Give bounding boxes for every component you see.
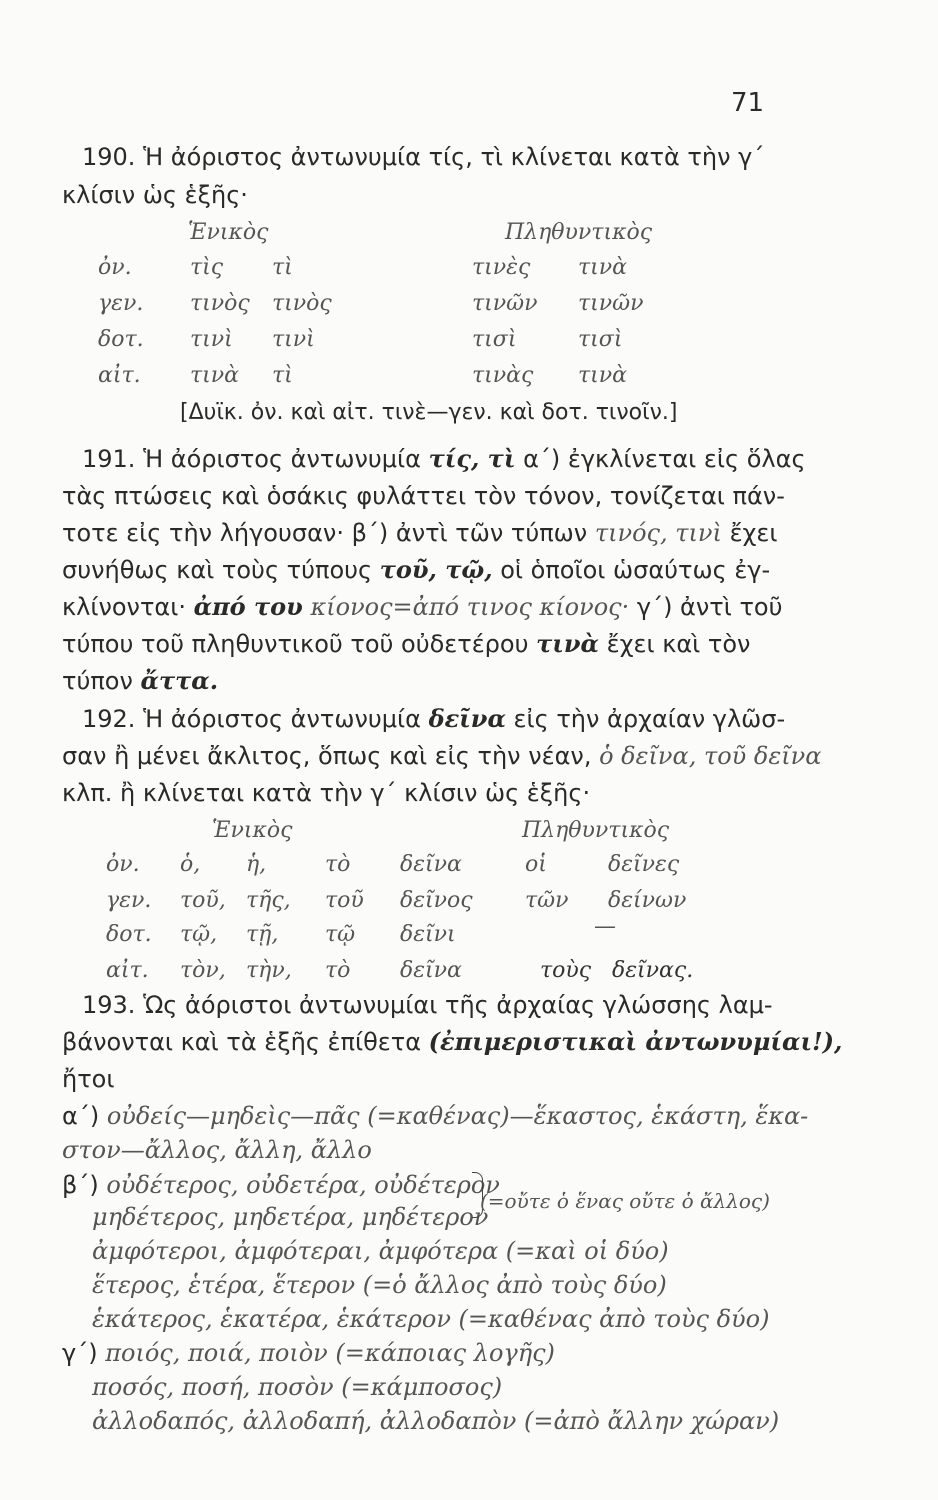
table-cell: τινὰ	[578, 255, 628, 280]
table-cell: τὶς	[190, 255, 224, 280]
s193-item-b-2: μηδέτερος, μηδετέρα, μηδέτερον	[92, 1203, 489, 1231]
s191-line-6: τύπου τοῦ πληθυντικοῦ τοῦ οὐδετέρου τινὰ ἔχει καὶ τὸν	[62, 629, 751, 658]
table-cell: δοτ.	[106, 922, 152, 947]
table-cell: τὸ	[325, 958, 351, 983]
table-cell: τινῶν	[578, 291, 644, 316]
table-cell: —	[594, 914, 616, 939]
table-cell: τοῦ	[325, 888, 364, 913]
table-cell: δοτ.	[98, 327, 144, 352]
table-cell: ὀν.	[106, 852, 140, 877]
table-cell: τισὶ	[578, 327, 623, 352]
s193-line-1: 193. Ὡς ἀόριστοι ἀντωνυμίαι τῆς ἀρχαίας γλώσσης λαμ-	[82, 991, 773, 1019]
s192-head-singular: Ἑνικὸς	[212, 818, 293, 843]
list-item: ἀλλοδαπός, ἀλλοδαπή, ἀλλοδαπὸν (=ἀπὸ ἄλλην χώραν)	[92, 1407, 780, 1435]
s191-line-2: τὰς πτώσεις καὶ ὁσάκις φυλάττει τὸν τόνον, τονίζεται πάν-	[62, 482, 785, 510]
table-cell: τινὰ	[190, 363, 240, 388]
table-cell: αἰτ.	[98, 363, 141, 388]
table-cell: αἰτ.	[106, 958, 149, 983]
s191-line-3: τοτε εἰς τὴν λήγουσαν· β´) ἀντὶ τῶν τύπων τινός, τινὶ ἔχει	[62, 519, 778, 547]
table-cell: δεῖνι	[400, 922, 456, 947]
list-item: ποσός, ποσή, ποσὸν (=κάμποσος)	[92, 1373, 503, 1401]
s191-line-4: συνήθως καὶ τοὺς τύπους τοῦ, τῷ, οἱ ὁποῖοι ὡσαύτως ἐγ-	[62, 555, 771, 584]
table-cell: δείνων	[608, 888, 687, 913]
table-cell: τῷ,	[180, 922, 218, 947]
table-cell: δεῖνα	[400, 958, 462, 983]
s193-line-3: ἤτοι	[62, 1065, 115, 1093]
table-cell: δεῖνος	[400, 888, 473, 913]
table-cell: ἡ,	[246, 852, 267, 877]
table-cell: τοὺς	[540, 958, 592, 983]
table-cell: ὁ,	[180, 852, 201, 877]
table-cell: ὀν.	[98, 255, 132, 280]
table-cell: τινὶ	[272, 327, 315, 352]
table-cell: τῷ	[325, 922, 356, 947]
table-cell: τινὰς	[472, 363, 534, 388]
table-cell: τὴν,	[246, 958, 292, 983]
table-cell: τινὸς	[272, 291, 332, 316]
s193-item-b-gloss: (=οὔτε ὁ ἕνας οὔτε ὁ ἄλλος)	[480, 1189, 770, 1213]
table-cell: τινὲς	[472, 255, 531, 280]
table-cell: τὸ	[325, 852, 351, 877]
s193-item-a-cont: στον—ἄλλος, ἄλλη, ἄλλο	[62, 1136, 372, 1164]
table-cell: τοῦ,	[180, 888, 226, 913]
table-cell: τινῶν	[472, 291, 538, 316]
table-cell: τινὰ	[578, 363, 628, 388]
s192-line-1: 192. Ἡ ἀόριστος ἀντωνυμία δεῖνα εἰς τὴν ἀρχαίαν γλῶσ-	[82, 704, 786, 733]
table-cell: οἱ	[525, 852, 547, 877]
table-cell: τινὸς	[190, 291, 250, 316]
table-cell: τὶ	[272, 363, 293, 388]
s192-line-3: κλπ. ἢ κλίνεται κατὰ τὴν γ´ κλίσιν ὡς ἑξῆς·	[62, 779, 591, 807]
table-cell: τισὶ	[472, 327, 517, 352]
table-cell: τὸν,	[180, 958, 226, 983]
table-cell: δεῖνες	[608, 852, 680, 877]
table-cell: τὶ	[272, 255, 293, 280]
list-item: ἑκάτερος, ἑκατέρα, ἑκάτερον (=καθένας ἀπὸ τοὺς δύο)	[92, 1305, 770, 1333]
table-cell: τῆς,	[246, 888, 291, 913]
table-cell: τινὶ	[190, 327, 233, 352]
s190-line-1: 190. Ἡ ἀόριστος ἀντωνυμία τίς, τὶ κλίνεται κατὰ τὴν γ´	[82, 143, 765, 171]
s191-line-1: 191. Ἡ ἀόριστος ἀντωνυμία τίς, τὶ α´) ἐγκλίνεται εἰς ὅλας	[82, 444, 806, 473]
table-cell: δεῖνας.	[612, 958, 694, 983]
s190-line-2: κλίσιν ὡς ἑξῆς·	[62, 181, 248, 209]
s190-head-singular: Ἑνικὸς	[188, 220, 269, 245]
s193-line-2: βάνονται καὶ τὰ ἑξῆς ἐπίθετα (ἐπιμεριστικαὶ ἀντωνυμίαι!),	[62, 1027, 843, 1056]
table-cell: δεῖνα	[400, 852, 462, 877]
table-cell: τῶν	[525, 888, 569, 913]
table-cell: γεν.	[106, 888, 152, 913]
table-cell: γεν.	[98, 291, 144, 316]
s191-line-7: τύπον ἄττα.	[62, 666, 219, 695]
page-number: 71	[731, 88, 765, 118]
list-item: ἀμφότεροι, ἀμφότεραι, ἀμφότερα (=καὶ οἱ δύο)	[92, 1237, 669, 1265]
s193-item-b: β´) οὐδέτερος, οὐδετέρα, οὐδέτερον	[62, 1171, 500, 1199]
s191-line-5: κλίνονται· ἀπό του κίονος=ἀπό τινος κίονος· γ´) ἀντὶ τοῦ	[62, 592, 783, 621]
s190-dual-note: [Δυϊκ. ὀν. καὶ αἰτ. τινὲ—γεν. καὶ δοτ. τινοῖν.]	[180, 400, 678, 425]
s192-head-plural: Πληθυντικὸς	[522, 818, 670, 843]
s193-item-a: α´) οὐδείς—μηδεὶς—πᾶς (=καθένας)—ἕκαστος, ἑκάστη, ἕκα-	[62, 1102, 809, 1130]
s193-item-c: γ´) ποιός, ποιά, ποιὸν (=κάποιας λογῆς)	[62, 1339, 555, 1367]
s190-head-plural: Πληθυντικὸς	[505, 220, 653, 245]
s192-line-2: σαν ἢ μένει ἄκλιτος, ὅπως καὶ εἰς τὴν νέαν, ὁ δεῖνα, τοῦ δεῖνα	[62, 742, 822, 770]
list-item: ἕτερος, ἑτέρα, ἕτερον (=ὁ ἄλλος ἀπὸ τοὺς δύο)	[92, 1271, 667, 1299]
table-cell: τῇ,	[246, 922, 279, 947]
